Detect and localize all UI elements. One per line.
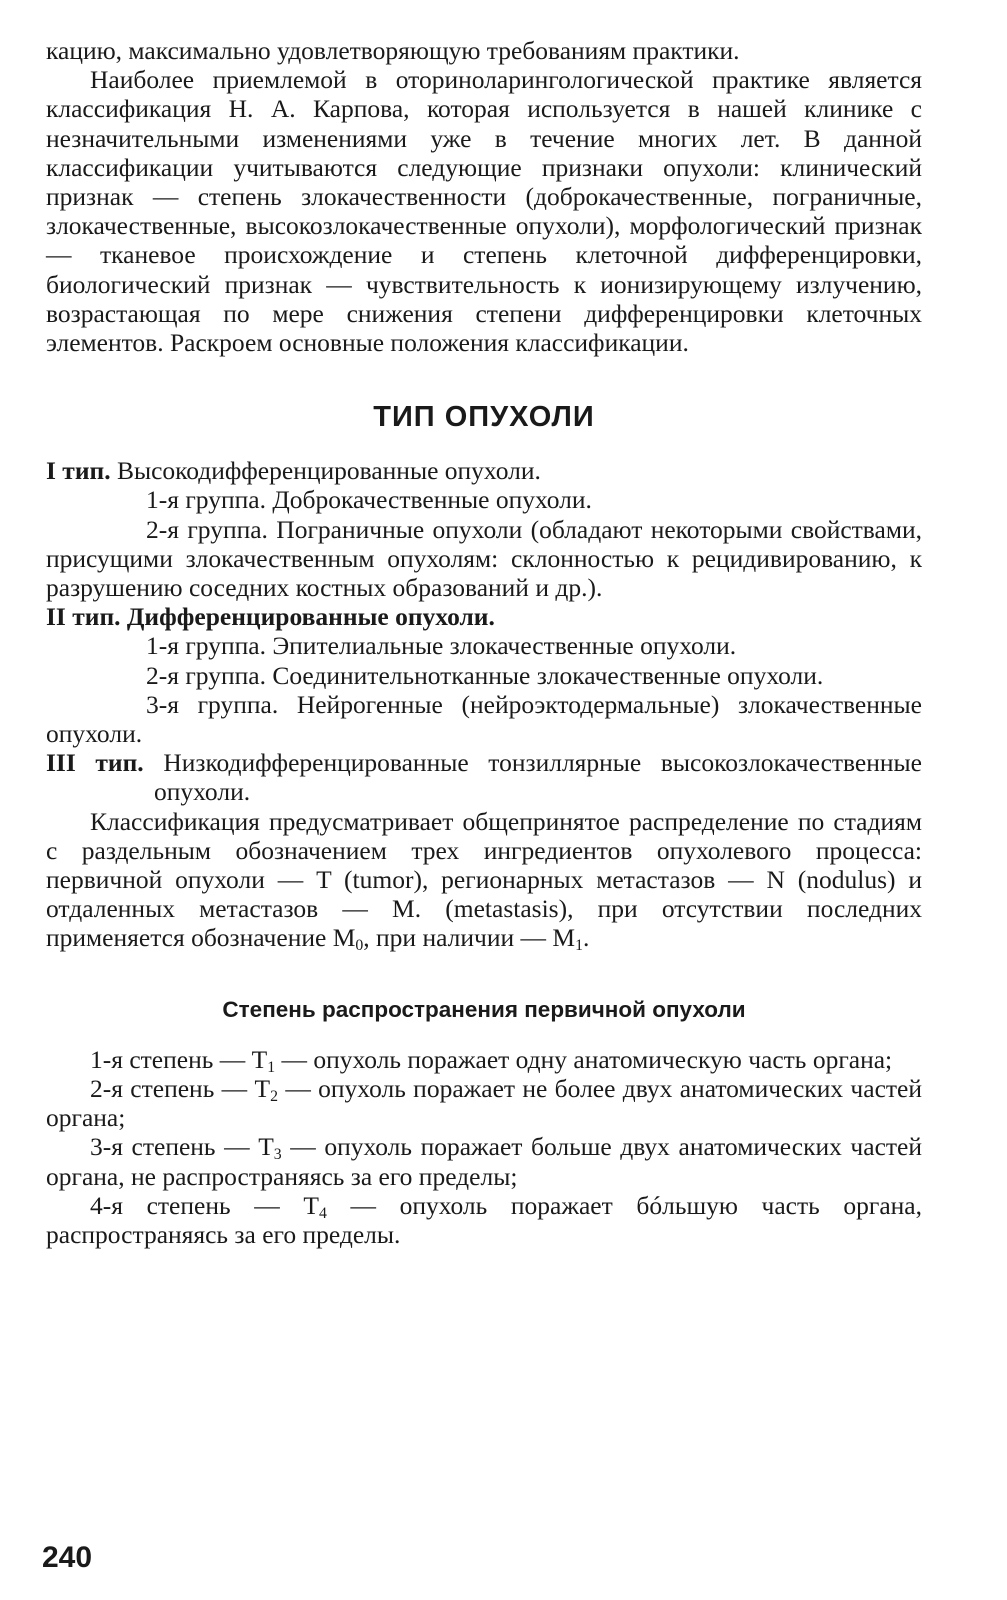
classification-text-2: , при наличии — M [363, 923, 576, 953]
spread-item-description: — опухоль поражает больше двух анатомических частей органа, не распространяясь за его пределы; [46, 1132, 922, 1191]
spread-item-degree: 4-я степень — T [90, 1190, 319, 1220]
type2-group1: 1-я группа. Эпителиальные злокачественные опухоли. [146, 631, 737, 661]
spread-item-degree: 3-я степень — T [90, 1132, 274, 1162]
type3-text: Низкодифференцированные тонзиллярные высокозлокачественные опухоли. [154, 748, 922, 807]
page-number: 240 [42, 1541, 93, 1574]
spread-item [46, 1132, 922, 1190]
classification-text-1: Классификация предусматривает общепринятое распределение по стадиям с раздельным обозначением трех ингредиентов опухолевого процесса: первичной опухоли — T (tumor), регионарных метастазов — N (nodulus) и отдаленных метастазов — M. (metastasis), при отсутствии последних применяется обозначение M [46, 806, 922, 953]
classification-paragraph [46, 807, 922, 953]
spread-list [46, 1045, 922, 1249]
m0-subscript: 0 [355, 937, 364, 955]
classification-text-3: . [582, 923, 590, 953]
type1-group1: 1-я группа. Доброкачественные опухоли. [146, 485, 592, 515]
type3-label: III тип. [46, 748, 144, 778]
type2-group2: 2-я группа. Соединительнотканные злокачественные опухоли. [146, 660, 824, 690]
spread-item [46, 1045, 922, 1074]
type2-group3: 3-я группа. Нейрогенные (нейроэктодермальные) злокачественные опухоли. [46, 689, 922, 749]
spread-item-description: — опухоль поражает не более двух анатомических частей органа; [46, 1073, 922, 1133]
section-title-spread: Степень распространения первичной опухоли [222, 996, 746, 1022]
type3-line [46, 748, 922, 806]
type1-label: I тип. [46, 456, 111, 486]
section-title-tumor-type: ТИП ОПУХОЛИ [373, 401, 595, 434]
spread-item [46, 1191, 922, 1249]
type2-text: Дифференцированные опухоли. [126, 602, 495, 632]
spread-item-description: — опухоль поражает бóльшую часть органа, распространяясь за его пределы. [46, 1190, 922, 1249]
intro-paragraph: Наиболее приемлемой в оториноларингологической практике является классификация Н. А. Карпова, которая используется в нашей клинике с незначительными изменениями уже в течение многих лет. В данной классификации учитываются следующие признаки опухоли: клинический признак — степень злокачественности (доброкачественные, пограничные, злокачественные, высокозлокачественные опухоли), морфологический признак — тканевое происхождение и степень клеточной дифференцировки, биологический признак — чувствительность к ионизирующему излучению, возрастающая по мере снижения степени дифференцировки клеточных элементов. Раскроем основные положения классификации. [46, 65, 922, 358]
spread-item-subscript: 3 [273, 1146, 282, 1164]
intro-continuation-line: кацию, максимально удовлетворяющую требованиям практики. [46, 36, 740, 65]
spread-item [46, 1074, 922, 1132]
type1-text: Высокодифференцированные опухоли. [116, 456, 541, 486]
spread-item-degree: 1-я степень — T [90, 1044, 268, 1074]
spread-item-degree: 2-я степень — T [90, 1073, 271, 1103]
spread-item-description: — опухоль поражает одну анатомическую часть органа; [275, 1044, 893, 1074]
spread-item-subscript: 1 [267, 1058, 276, 1076]
spread-item-subscript: 4 [318, 1204, 327, 1222]
m1-subscript: 1 [575, 937, 583, 955]
spread-item-subscript: 2 [270, 1087, 278, 1105]
book-page [46, 36, 922, 1249]
type2-line [46, 602, 922, 631]
type1-group2: 2-я группа. Пограничные опухоли (обладают некоторыми свойствами, присущими злокачественным опухолям: склонностью к рецидивированию, к разрушению соседних костных образований и др.). [46, 514, 922, 603]
type2-label: II тип. [46, 602, 121, 632]
type1-line [46, 456, 922, 485]
